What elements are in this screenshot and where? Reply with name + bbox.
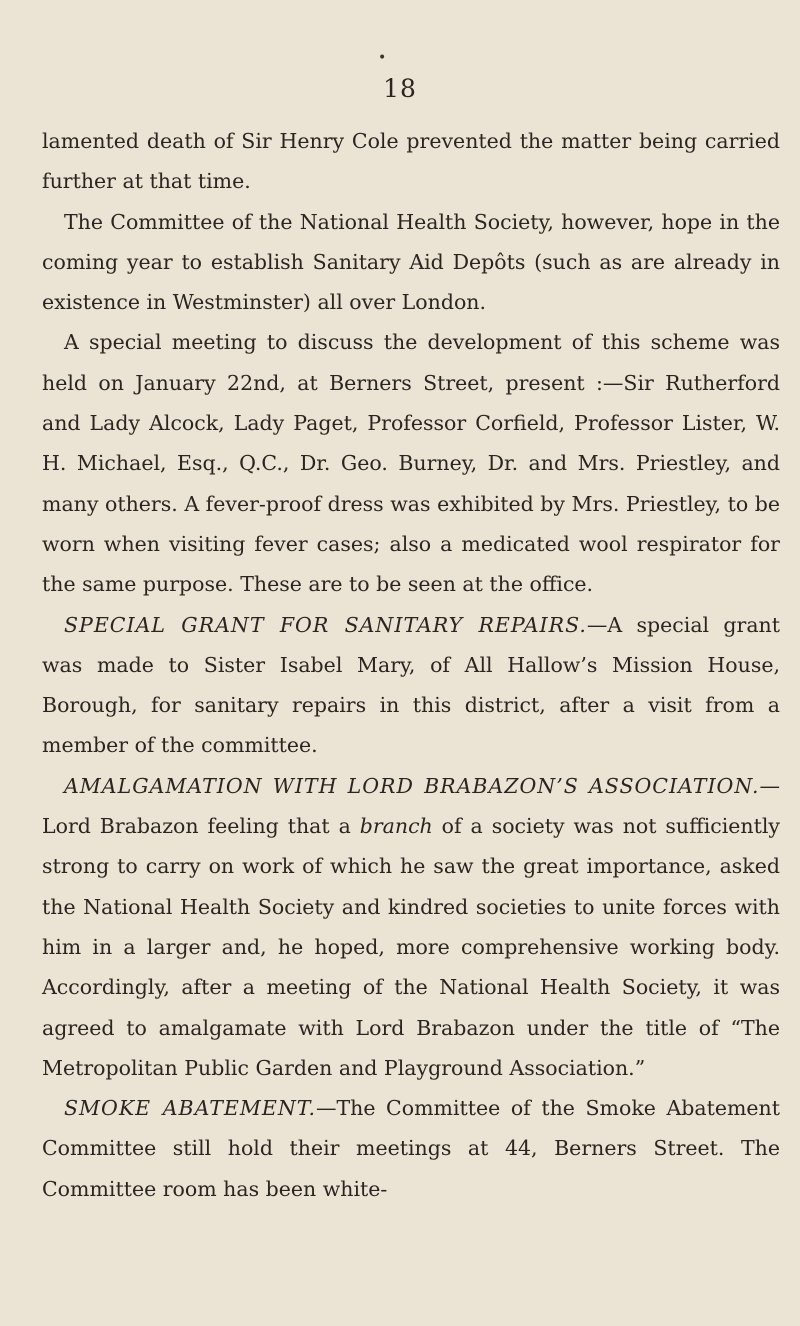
paragraph-amalgamation [42, 766, 780, 1088]
paragraph-special-grant [42, 605, 780, 766]
paragraph-text: A special meeting to discuss the development of this scheme was held on January 22nd, at Berners Street, present :—Sir Rutherford and Lady Alcock, Lady Paget, Professor Corfield, Professor Lister, W. H. Michael, Esq., Q.C., Dr. Geo. Burney, Dr. and Mrs. Priestley, and many others. A fever-proof dress was exhibited by Mrs. Priestley, to be worn when visiting fever cases; also a medicated wool respirator for the same purpose. These are to be seen at the office. [42, 330, 780, 597]
paragraph-text: —A special grant was made to Sister Isabel Mary, of All Hallow’s Mission House, Borough, for sanitary repairs in this district, after a visit from a member of the committee. [42, 612, 780, 758]
page-body [42, 121, 780, 1209]
section-heading: SPECIAL GRANT FOR SANITARY REPAIRS. [64, 612, 587, 637]
paragraph-text: lamented death of Sir Henry Cole prevented the matter being carried further at that time. [42, 129, 780, 194]
paragraph-text: —The Committee of the Smoke Abatement Committee still hold their meetings at 44, Berners Street. The Committee room has been white- [42, 1096, 780, 1201]
paragraph-sanitary-depots [42, 202, 780, 323]
paragraph-text: The Committee of the National Health Society, however, hope in the coming year to establish Sanitary Aid Depôts (such as are already in existence in Westminster) all over London. [42, 209, 780, 315]
paragraph-text: of a society was not sufficiently strong to carry on work of which he saw the great importance, asked the National Health Society and kindred societies to unite forces with him in a larger and, he hoped, more comprehensive working body. Accordingly, after a meeting of the National Health Society, it was agreed to amalgamate with Lord Brabazon under the title of “The Metropolitan Public Garden and Playground Association.” [42, 814, 780, 1080]
emphasized-word: branch [359, 814, 433, 839]
paragraph-continuation [42, 121, 780, 202]
section-heading: AMALGAMATION WITH LORD BRABAZON’S ASSOCIATION. [64, 773, 760, 798]
paragraph-smoke-abatement [42, 1088, 780, 1209]
paragraph-special-meeting [42, 322, 780, 604]
section-heading: SMOKE ABATEMENT. [64, 1096, 316, 1121]
paragraph-text: —Lord Brabazon feeling that a [42, 773, 780, 839]
page-number: • 18 [0, 74, 800, 103]
